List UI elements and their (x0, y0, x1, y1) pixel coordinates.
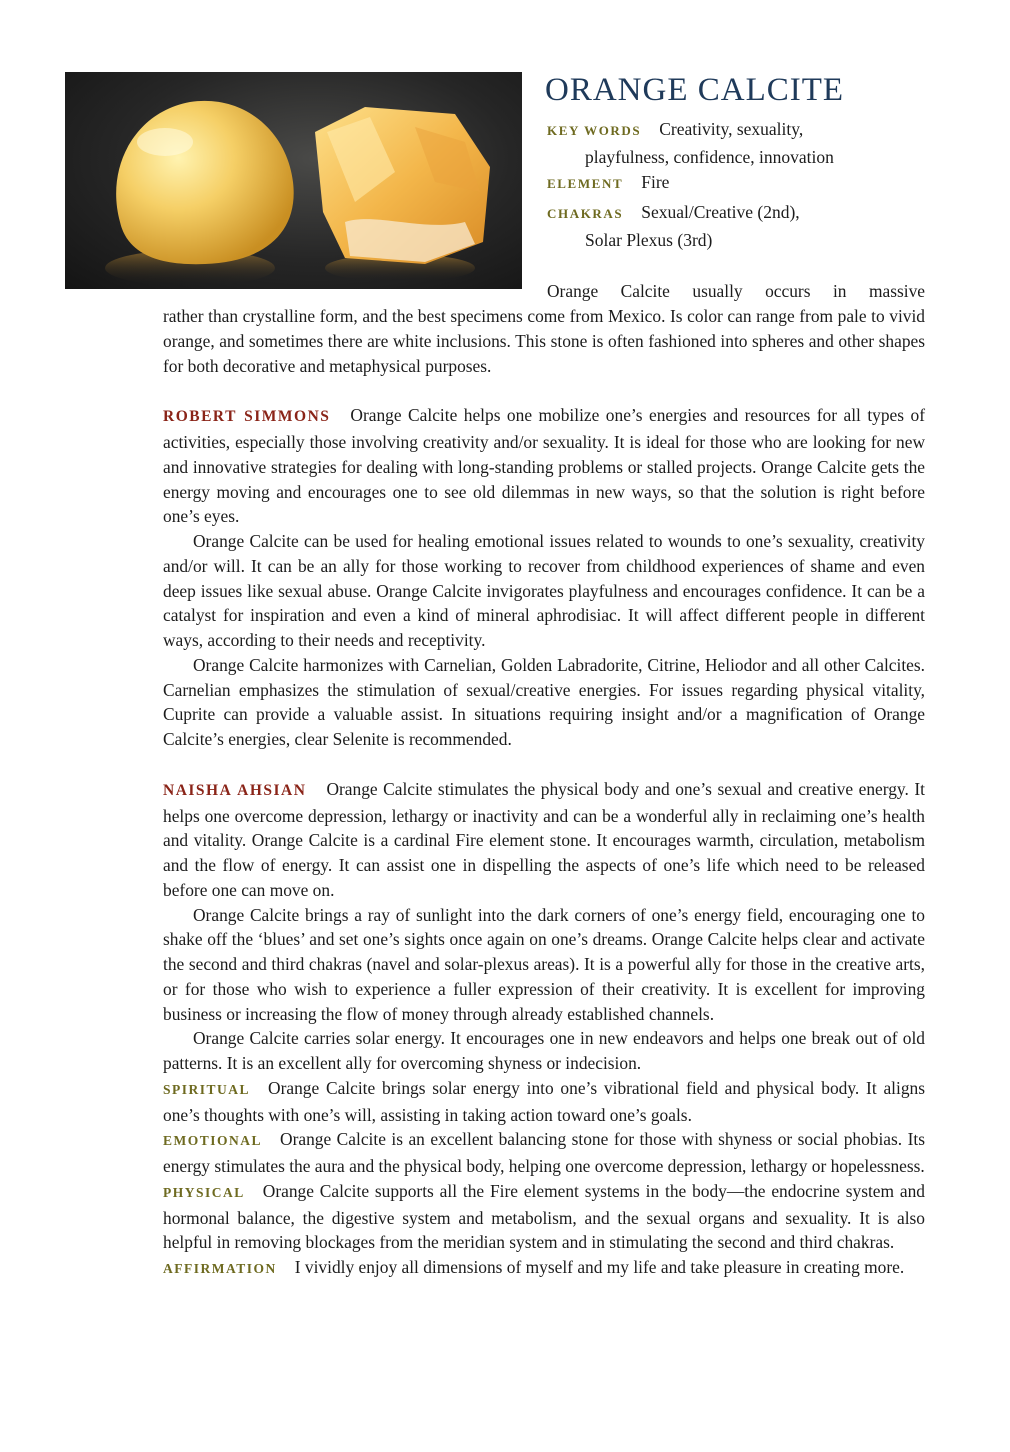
physical-text: Orange Calcite supports all the Fire element systems in the body—the endocrine system and hormonal balance, the digestive system and metabolism, and the sexual organs and sexuality. It is also helpful in removing blockages from the meridian system and in stimulating the second and third chakras. (163, 1180, 925, 1253)
spiritual-entry (163, 1076, 925, 1128)
page-title: ORANGE CALCITE (545, 72, 845, 108)
ahsian-paragraph-2: Orange Calcite brings a ray of sunlight into the dark corners of one’s energy field, encouraging one to shake off the ‘blues’ and set one’s sights once again on one’s dreams. Orange Calcite helps clear and activate the second and third chakras (navel and solar-plexus areas). It is a powerful ally for those in the creative arts, or for those who wish to experience a fuller expression of their creativity. It is excellent for improving business or increasing the flow of money through already established channels. (163, 904, 925, 1024)
element-entry (547, 169, 669, 197)
key-words-line1: Creativity, sexuality, (659, 119, 804, 139)
author-robert-simmons: ROBERT SIMMONS (163, 408, 331, 426)
spiritual-label: SPIRITUAL (163, 1081, 251, 1097)
emotional-label: EMOTIONAL (163, 1133, 263, 1149)
simmons-paragraph-1 (163, 403, 925, 529)
ahsian-paragraph-1 (163, 777, 925, 903)
chakras-label: CHAKRAS (547, 206, 624, 221)
key-words-entry (547, 116, 834, 170)
intro-paragraph: rather than crystalline form, and the best specimens come from Mexico. Is color can range from pale to vivid orange, and sometimes there are white inclusions. This stone is often fashioned into spheres and other shapes for both decorative and metaphysical purposes. (163, 306, 925, 376)
simmons-paragraph-3: Orange Calcite harmonizes with Carnelian, Golden Labradorite, Citrine, Heliodor and all other Calcites. Carnelian emphasizes the stimulation of sexual/creative energies. For issues regarding physical vitality, Cuprite can provide a valuable assist. In situations requiring insight and/or a magnification of Orange Calcite’s energies, clear Selenite is recommended. (163, 654, 925, 749)
affirmation-entry (163, 1255, 925, 1282)
main-text (163, 304, 925, 1282)
chakras-line2: Solar Plexus (3rd) (585, 230, 713, 250)
emotional-text: Orange Calcite is an excellent balancing stone for those with shyness or social phobias. Its energy stimulates the aura and the physical body, helping one overcome depression, lethargy or hopelessness. (163, 1129, 925, 1176)
affirmation-label: AFFIRMATION (163, 1261, 277, 1276)
author-naisha-ahsian: NAISHA AHSIAN (163, 781, 307, 799)
simmons-p1-text: Orange Calcite helps one mobilize one’s energies and resources for all types of activities, especially those involving creativity and/or sexuality. It is ideal for those who are looking for new and innovative strategies for dealing with long-standing problems or stalled projects. Orange Calcite gets the energy moving and encourages one to see old dilemmas in new ways, so that the solution is right before one’s eyes. (163, 405, 925, 527)
physical-entry (163, 1179, 925, 1255)
intro-first-line: Orange Calcite usually occurs in massive (547, 281, 925, 301)
ahsian-p1-text: Orange Calcite stimulates the physical body and one’s sexual and creative energy. It helps one overcome depression, lethargy or inactivity and can be a wonderful ally in reclaiming one’s health and vitality. Orange Calcite is a cardinal Fire element stone. It encourages warmth, circulation, metabolism and the flow of energy. It can assist one in dispelling the aspects of one’s life which need to be released before one can move on. (163, 778, 925, 900)
key-words-label: KEY WORDS (547, 123, 642, 138)
key-words-line2: playfulness, confidence, innovation (585, 147, 834, 167)
emotional-entry (163, 1127, 925, 1179)
orange-calcite-photo (65, 72, 522, 289)
calcite-stones-illustration (65, 72, 522, 289)
simmons-paragraph-2: Orange Calcite can be used for healing emotional issues related to wounds to one’s sexuality, creativity and/or will. It can be an ally for those working to recover from childhood experiences of shame and even deep issues like sexual abuse. Orange Calcite invigorates playfulness and encourages confidence. It can be a catalyst for inspiration and even a kind of mineral aphrodisiac. It will affect different people in different ways, according to their needs and receptivity. (163, 531, 925, 650)
physical-label: PHYSICAL (163, 1184, 245, 1200)
spiritual-text: Orange Calcite brings solar energy into one’s vibrational field and physical body. It aligns one’s thoughts with one’s will, assisting in taking action toward one’s goals. (163, 1077, 925, 1125)
chakras-entry (547, 199, 800, 253)
element-label: ELEMENT (547, 176, 624, 191)
ahsian-paragraph-3: Orange Calcite carries solar energy. It encourages one in new endeavors and helps one break out of old patterns. It is an excellent ally for overcoming shyness or indecision. (163, 1028, 925, 1073)
affirmation-text: I vividly enjoy all dimensions of myself and my life and take pleasure in creating more. (294, 1257, 905, 1277)
chakras-line1: Sexual/Creative (2nd), (641, 202, 800, 222)
element-value: Fire (641, 172, 670, 192)
